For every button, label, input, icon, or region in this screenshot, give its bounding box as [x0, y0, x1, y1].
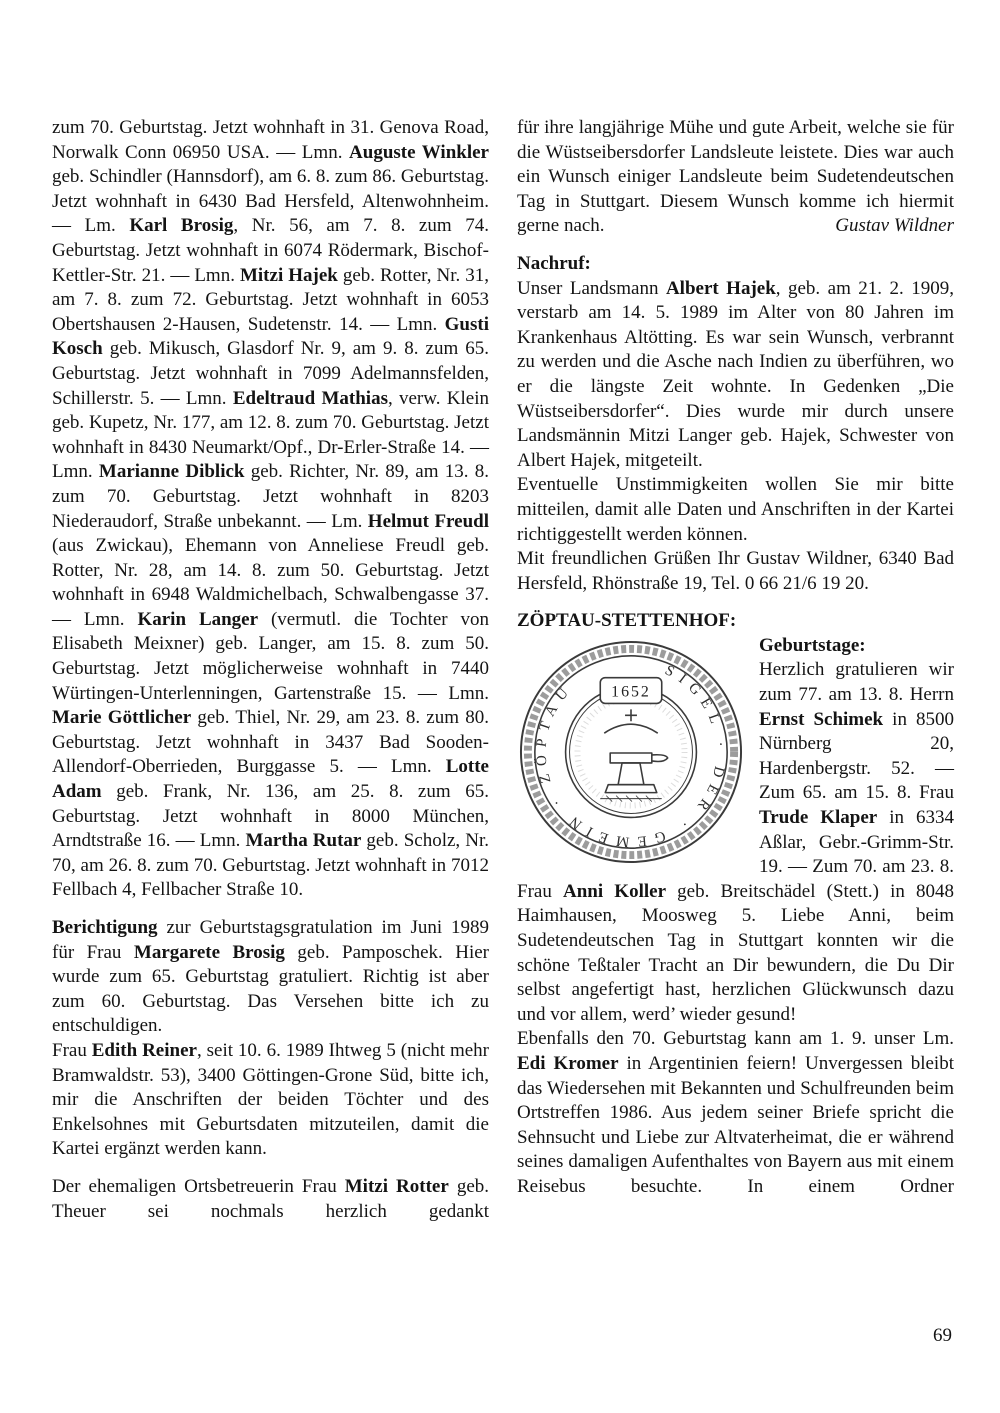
seal-year-banner [600, 678, 661, 704]
text-columns [52, 116, 954, 1224]
zoeptau-heading: ZÖPTAU-STETTENHOF: [517, 610, 737, 632]
nachruf-heading: Nachruf: [517, 252, 591, 274]
left-column [52, 116, 489, 1224]
kromer-paragraph: Ebenfalls den 70. Geburtstag kann am 1. 9. unser Lm. Edi Kromer in Argentinien feiern! Unvergessen bleibt das Wiedersehen mit Bekannten und Schulfreunden beim Ortstreffen 1986. Aus jedem seiner Briefe spricht die Sehnsucht und Liebe zur Altvaterheimat, die er während seines damaligen Aufenthaltes von Bayern aus mit einem Reisebus besuchte. In einem Ordner [517, 1028, 954, 1197]
zoeptau-section [517, 634, 954, 1200]
page-number: 69 [933, 1325, 952, 1347]
birthday-notices-paragraph: zum 70. Geburtstag. Jetzt wohnhaft in 31. Genova Road, Norwalk Conn 06950 USA. — Lmn. Auguste Winkler geb. Schindler (Hannsdorf), am 6. 8. zum 86. Geburtstag. Jetzt wohnhaft in 6430 Bad Hersfeld, Altenwohnheim. — Lm. Karl Brosig, Nr. 56, am 7. 8. zum 74. Geburtstag. Jetzt wohnhaft in 6074 Rödermark, Bischof-Kettler-Str. 21. — Lmn. Mitzi Hajek geb. Rotter, Nr. 31, am 7. 8. zum 72. Geburtstag. Jetzt wohnhaft in 6053 Obertshausen 2-Hausen, Sudetenstr. 14. — Lmn. Gusti Kosch geb. Mikusch, Glasdorf Nr. 9, am 9. 8. zum 65. Geburtstag. Jetzt wohnhaft in 7099 Adelmannsfelden, Schillerstr. 5. — Lmn. Edeltraud Mathias, verw. Klein geb. Kupetz, Nr. 177, am 12. 8. zum 70. Geburtstag. Jetzt wohnhaft in 8430 Neumarkt/Opf., Dr-Erler-Straße 14. — Lmn. Marianne Diblick geb. Richter, Nr. 89, am 13. 8. zum 70. Geburtstag. Jetzt wohnhaft in 8203 Niederaudorf, Straße unbekannt. — Lm. Helmut Freudl (aus Zwickau), Ehemann von Anneliese Freudl geb. Rotter, Nr. 28, am 14. 8. zum 50. Geburtstag. Jetzt wohnhaft in 6948 Waldmichelbach, Schwalbengasse 37. — Lmn. Karin Langer (vermutl. die Tochter von Elisabeth Meixner) geb. Langer, am 15. 8. zum 50. Geburtstag. Jetzt möglicherweise wohnhaft in 7440 Würtingen-Unterlenningen, Gartenstraße 15. — Lmn. Marie Göttlicher geb. Thiel, Nr. 29, am 23. 8. zum 80. Geburtstag. Jetzt wohnhaft in 3437 Bad Sooden-Allendorf-Oberrieden, Burggasse 5. — Lmn. Lotte Adam geb. Frank, Nr. 136, am 25. 8. zum 65. Geburtstag. Jetzt wohnhaft in 8000 München, Arndtstraße 16. — Lmn. Martha Rutar geb. Scholz, Nr. 70, am 26. 8. zum 70. Geburtstag. Jetzt wohnhaft in 7012 Fellbach 4, Fellbacher Straße 10. [52, 117, 490, 901]
seal-emblem [600, 709, 667, 801]
continuation-paragraph: für ihre langjährige Mühe und gute Arbeit, welche sie für die Wüstseibersdorfer Landsleute leistete. Dies war auch ein Wunsch einiger Landsleute beim Sudetendeutschen Tag in Stuttgart. Diesem Wunsch komme ich hiermit [517, 117, 954, 212]
correction-paragraph: Berichtigung zur Geburtstagsgratulation im Juni 1989 für Frau Margarete Brosig geb. Pamposchek. Hier wurde zum 65. Geburtstag gratuliert. Richtig ist aber zum 60. Geburtstag. Das Versehen bitte ich zu entschuldigen. [52, 917, 490, 1037]
signature-line [517, 214, 954, 239]
thanks-paragraph: Der ehemaligen Ortsbetreuerin Frau Mitzi Rotter geb. Theuer sei nochmals herzlich gedankt [52, 1175, 489, 1222]
data-correction-paragraph: Eventuelle Unstimmigkeiten wollen Sie mir bitte mitteilen, damit alle Daten und Anschriften in der Kartei richtiggestellt werden können. [517, 474, 954, 545]
zoeptau-birthdays-paragraph: Geburtstage: Herzlich gratulieren wir zum 77. am 13. 8. Herrn Ernst Schimek in 8500 Nürnberg 20, Hardenbergstr. 52. — Zum 65. am 15. 8. Frau Trude Klaper in 6334 Aßlar, Gebr.-Grimm-Str. 19. — Zum 70. am 23. 8. Frau Anni Koller geb. Breitschädel (Stett.) in 8048 Haimhausen, Moosweg 5. Liebe Anni, beim Sudetendeutschen Tag in Stuttgart konnten wir die schöne Teßtaler Tracht an Dir bewundern, die Du Dir selbst angefertigt hast, herzlichen Glückwunsch dazu und vor allem, werd’ wieder gesund! [517, 634, 955, 1025]
signature-closing: gerne nach. [517, 215, 605, 237]
reiner-note-paragraph: Frau Edith Reiner, seit 10. 6. 1989 Ihtweg 5 (nicht mehr Bramwaldstr. 53), 3400 Göttingen-Grone Süd, bitte ich, mir die Anschriften der beiden Töchter und des Enkelsohnes mit Geburtsdaten mitzuteilen, damit die Kartei ergänzt werden kann. [52, 1039, 490, 1160]
regards-paragraph: Mit freundlichen Grüßen Ihr Gustav Wildner, 6340 Bad Hersfeld, Rhönstraße 19, Tel. 0 66 21/6 19 20. [517, 548, 954, 594]
signature-name: Gustav Wildner [835, 215, 954, 237]
right-column [517, 116, 954, 1224]
zoeptau-seal-image [517, 638, 745, 866]
obituary-paragraph: Unser Landsmann Albert Hajek, geb. am 21. 2. 1909, verstarb am 14. 5. 1989 im Alter von 80 Jahren im Krankenhaus Altötting. Es war sein Wunsch, verbrannt zu werden und die Asche nach Indien zu überführen, wo er die längste Zeit wohnte. In Gedenken „Die Wüstseibersdorfer“. Dies wurde mir durch unsere Landsmännin Mitzi Langer geb. Hajek, Schwester von Albert Hajek, mitgeteilt. [517, 277, 954, 471]
seal-ring-text: SIGEL · DER · GEMEIN · ZÖPTAU [533, 662, 729, 850]
seal-year-text: 1652 [611, 683, 651, 701]
